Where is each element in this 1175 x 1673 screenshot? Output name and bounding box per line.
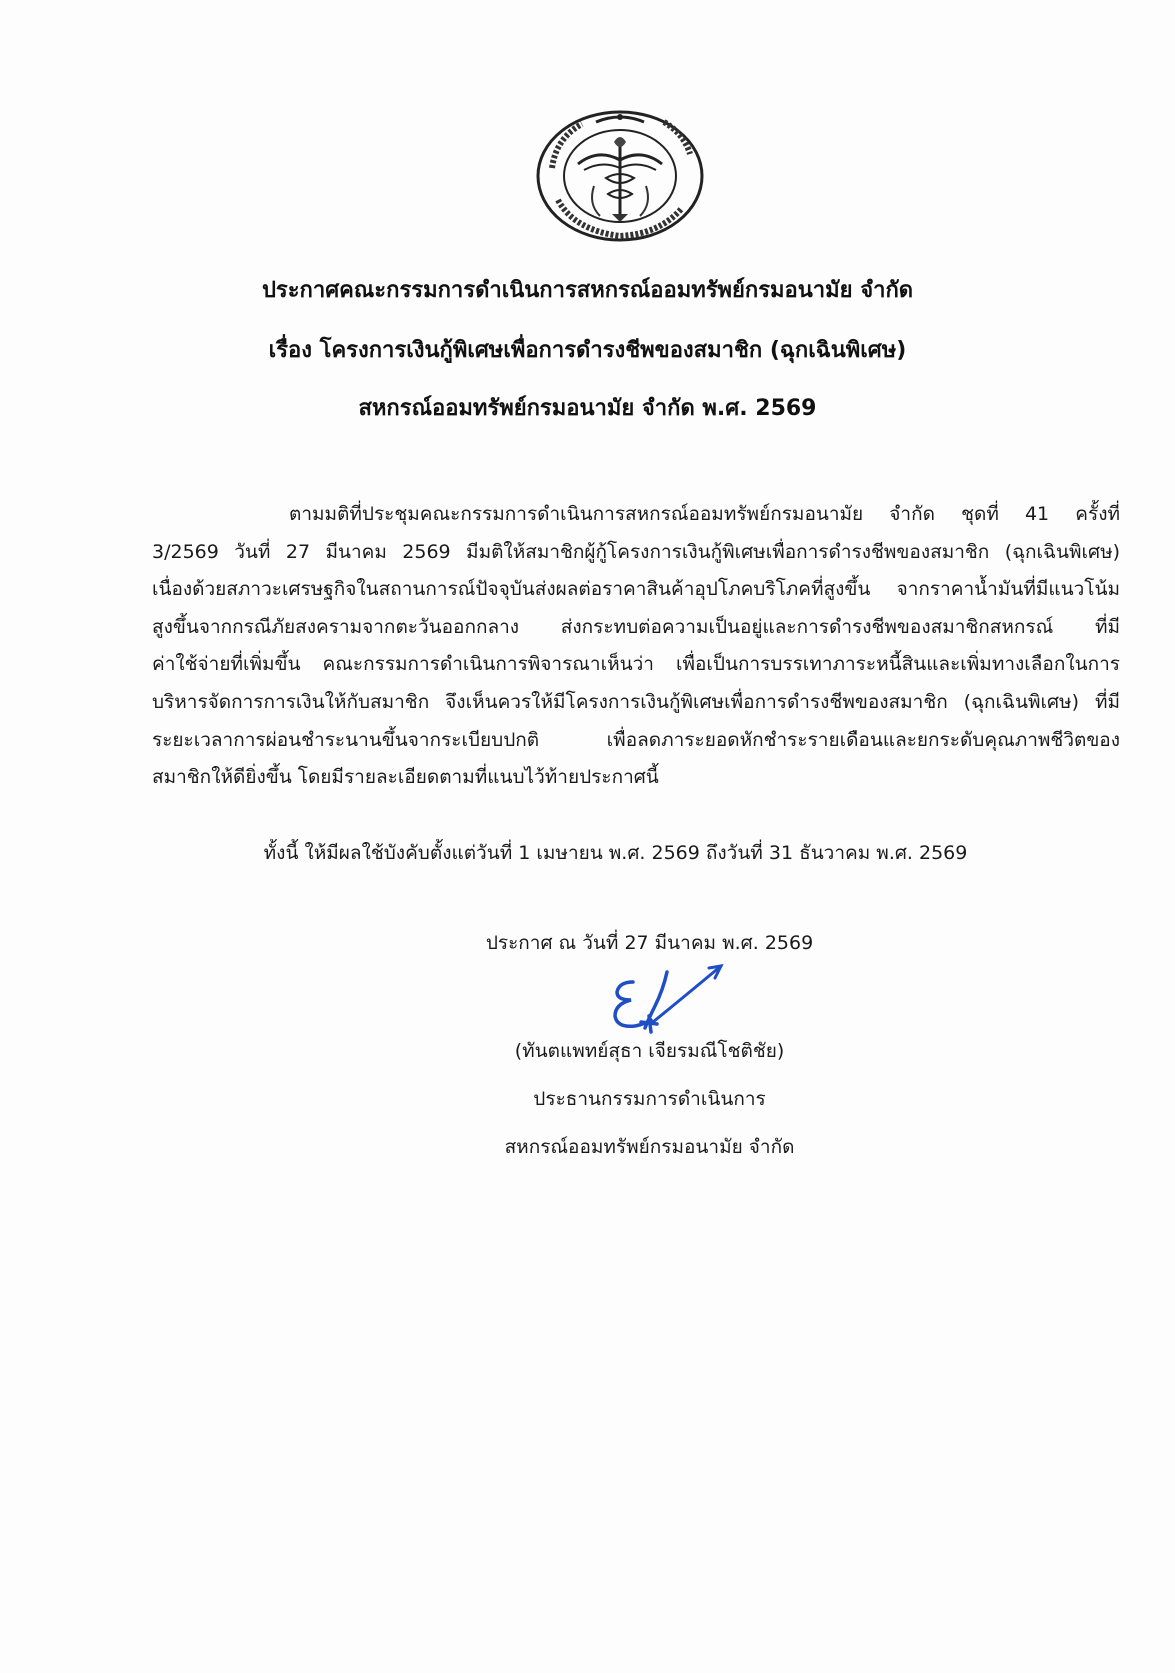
body-line: ค่าใช้จ่ายที่เพิ่มขึ้น คณะกรรมการดำเนินการพิจารณาเห็นว่า เพื่อเป็นการบรรเทาภาระหนี้สินและเพิ่มทางเลือกในการ (152, 653, 1120, 676)
title-line-1: ประกาศคณะกรรมการดำเนินการสหกรณ์ออมทรัพย์กรมอนามัย จำกัด (261, 278, 914, 303)
body-line: บริหารจัดการการเงินให้กับสมาชิก จึงเห็นควรให้มีโครงการเงินกู้พิเศษเพื่อการดำรงชีพของสมาชิก (ฉุกเฉินพิเศษ) ที่มี (152, 690, 1120, 713)
body-line: เนื่องด้วยสภาวะเศรษฐกิจในสถานการณ์ปัจจุบันส่งผลต่อราคาสินค้าอุปโภคบริโภคที่สูงขึ้น จากราคาน้ำมันที่มีแนวโน้ม (152, 578, 1120, 601)
signer-name: (ทันตแพทย์สุธา เจียรมณีโชติชัย) (514, 1040, 785, 1062)
effective-period: ทั้งนี้ ให้มีผลใช้บังคับตั้งแต่วันที่ 1 เมษายน พ.ศ. 2569 ถึงวันที่ 31 ธันวาคม พ.ศ. 2569 (263, 842, 968, 864)
title-line-3: สหกรณ์ออมทรัพย์กรมอนามัย จำกัด พ.ศ. 2569 (358, 396, 817, 421)
signer-position: ประธานกรรมการดำเนินการ (533, 1088, 766, 1110)
body-line: ตามมติที่ประชุมคณะกรรมการดำเนินการสหกรณ์ออมทรัพย์กรมอนามัย จำกัด ชุดที่ 41 ครั้งที่ (289, 503, 1120, 525)
body-paragraph (152, 496, 1120, 797)
cooperative-seal-icon (534, 108, 706, 244)
announcement-date: ประกาศ ณ วันที่ 27 มีนาคม พ.ศ. 2569 (485, 932, 814, 954)
body-line: สมาชิกให้ดียิ่งขึ้น โดยมีรายละเอียดตามที่แนบไว้ท้ายประกาศนี้ (152, 766, 659, 789)
body-line: 3/2569 วันที่ 27 มีนาคม 2569 มีมติให้สมาชิกผู้กู้โครงการเงินกู้พิเศษเพื่อการดำรงชีพของสมาชิก (ฉุกเฉินพิเศษ) (152, 540, 1120, 563)
signer-organization: สหกรณ์ออมทรัพย์กรมอนามัย จำกัด (504, 1136, 795, 1158)
body-line: ระยะเวลาการผ่อนชำระนานขึ้นจากระเบียบปกติ เพื่อลดภาระยอดหักชำระรายเดือนและยกระดับคุณภาพชีวิตของ (152, 728, 1120, 751)
title-line-2: เรื่อง โครงการเงินกู้พิเศษเพื่อการดำรงชีพของสมาชิก (ฉุกเฉินพิเศษ) (268, 338, 907, 363)
handwritten-signature-icon (605, 960, 735, 1035)
body-line: สูงขึ้นจากกรณีภัยสงครามจากตะวันออกกลาง ส่งกระทบต่อความเป็นอยู่และการดำรงชีพของสมาชิกสหกรณ์ ที่มี (152, 615, 1120, 638)
